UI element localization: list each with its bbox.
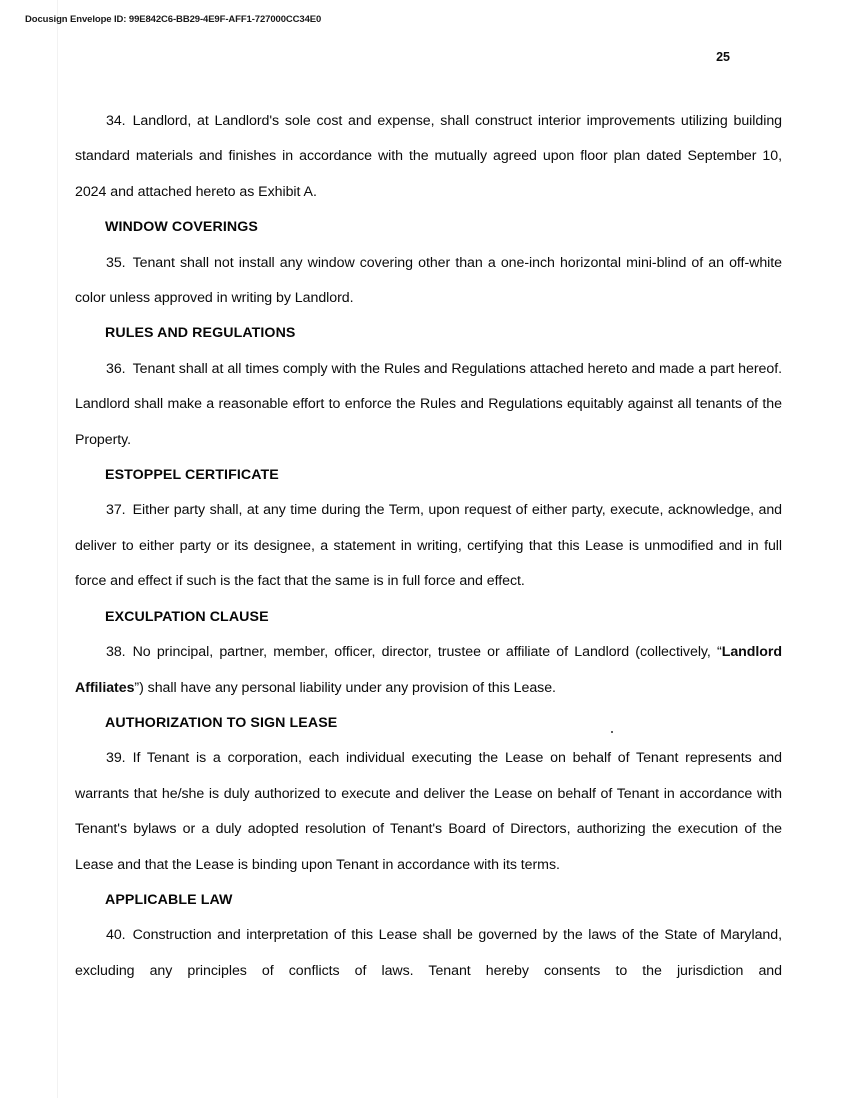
- scan-edge: [57, 0, 58, 1098]
- paragraph-text: If Tenant is a corporation, each individual executing the Lease on behalf of Tenant represents and warrants that he/she is duly authorized to execute and deliver the Lease on behalf of Tenant in accordance with Tenant's bylaws or a duly adopted resolution of Tenant's Board of Directors, authorizing the execution of the Lease and that the Lease is binding upon Tenant in accordance with its terms.: [75, 750, 782, 873]
- paragraph-text-after-term: ”) shall have any personal liability under any provision of this Lease.: [134, 679, 556, 696]
- heading-window-coverings: WINDOW COVERINGS: [105, 219, 258, 236]
- paragraph-35: [75, 246, 782, 317]
- paragraph-number: 39.: [106, 750, 126, 767]
- heading-rules-and-regulations: RULES AND REGULATIONS: [105, 325, 296, 342]
- paragraph-37: [75, 493, 782, 599]
- paragraph-39: [75, 741, 782, 883]
- paragraph-number: 35.: [106, 254, 126, 271]
- document-body: [75, 104, 782, 1025]
- paragraph-text: Tenant shall at all times comply with the Rules and Regulations attached hereto and made a part hereof. Landlord shall make a reasonable effort to enforce the Rules and Regulations equitably against all tenants of the Property.: [75, 360, 782, 448]
- paragraph-40: [75, 918, 782, 1024]
- paragraph-text: Landlord, at Landlord's sole cost and expense, shall construct interior improvements utilizing building standard materials and finishes in accordance with the mutually agreed upon floor plan dated September 10, 2024 and attached hereto as Exhibit A.: [75, 113, 782, 200]
- heading-exculpation-clause: EXCULPATION CLAUSE: [105, 608, 269, 625]
- docusign-envelope-id: Docusign Envelope ID: 99E842C6-BB29-4E9F-AFF1-727000CC34E0: [25, 14, 322, 25]
- paragraph-34: [75, 104, 782, 210]
- heading-authorization-to-sign-lease: AUTHORIZATION TO SIGN LEASE: [105, 714, 338, 731]
- heading-estoppel-certificate: ESTOPPEL CERTIFICATE: [105, 467, 279, 484]
- paragraph-number: 36.: [106, 360, 126, 377]
- paragraph-number: 38.: [106, 644, 126, 661]
- paragraph-36: [75, 352, 782, 458]
- scan-artifact-speck: [611, 731, 613, 733]
- paragraph-text: Tenant shall not install any window covering other than a one-inch horizontal mini-blind of an off-white color unless approved in writing by Landlord.: [75, 254, 782, 307]
- paragraph-text: Construction and interpretation of this Lease shall be governed by the laws of the State of Maryland, excluding any principles of conflicts of laws. Tenant hereby consents to the jurisdiction and: [75, 927, 782, 979]
- heading-applicable-law: APPLICABLE LAW: [105, 891, 233, 908]
- paragraph-text: Either party shall, at any time during the Term, upon request of either party, execute, acknowledge, and deliver to either party or its designee, a statement in writing, certifying that this Lease is unmodified and in full force and effect if such is the fact that the same is in full force and effect.: [75, 502, 782, 590]
- paragraph-number: 37.: [106, 502, 126, 519]
- paragraph-text-before-term: No principal, partner, member, officer, director, trustee or affiliate of Landlord (collectively, “: [132, 644, 722, 661]
- paragraph-number: 40.: [106, 927, 126, 944]
- paragraph-38: [75, 635, 782, 706]
- page-number: 25: [716, 50, 730, 64]
- defined-term-landlord-affiliates: Landlord Affiliates: [75, 644, 782, 696]
- paragraph-number: 34.: [106, 113, 126, 129]
